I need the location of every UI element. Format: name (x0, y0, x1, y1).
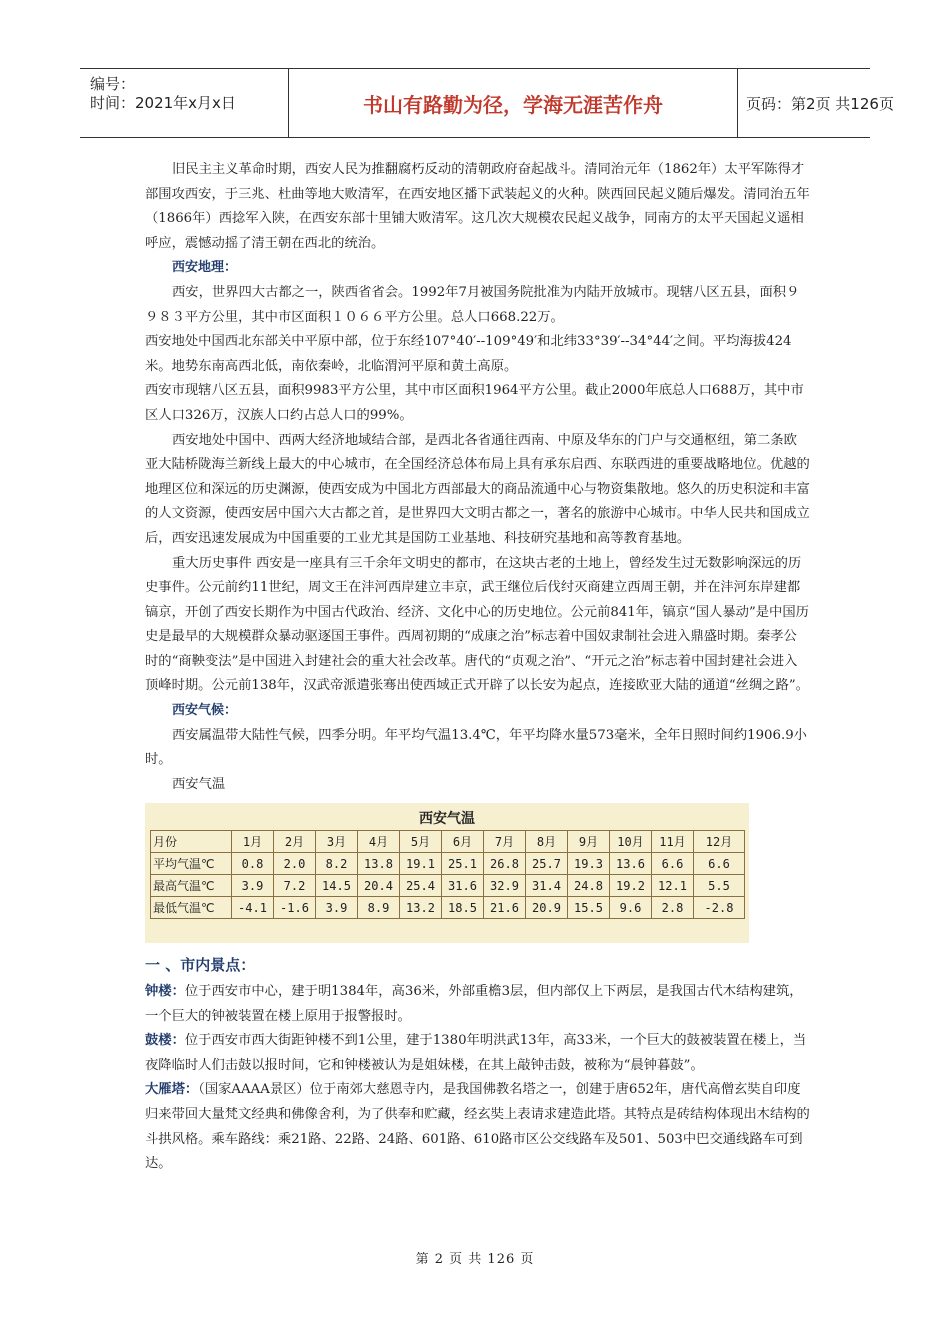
sight-big-wild-goose-pagoda (145, 1078, 810, 1176)
table-cell: -1.6 (274, 897, 316, 919)
doc-time-label: 时间：2021年x月x日 (90, 94, 236, 112)
table-cell: 7.2 (274, 875, 316, 897)
table-cell: 25.1 (442, 853, 484, 875)
table-cell: 12月 (694, 831, 745, 853)
paragraph-history-events: 重大历史事件 西安是一座具有三千余年文明史的都市，在这块古老的土地上，曾经发生过无数影响深远的历史事件。公元前约11世纪，周文王在沣河西岸建立丰京，武王继位后伐纣灭商建立西周王朝，并在沣河东岸建都镐京，开创了西安长期作为中国古代政治、经济、文化中心的历史地位。公元前841年，镐京“国人暴动”是中国历史是最早的大规模群众暴动驱逐国王事件。西周初期的“成康之治”标志着中国奴隶制社会进入鼎盛时期。秦孝公时的“商鞅变法”是中国进入封建社会的重大社会改革。唐代的“贞观之治”、“开元之治”标志着中国封建社会进入顶峰时期。公元前138年，汉武帝派遣张骞出使西域正式开辟了以长安为起点，连接欧亚大陆的通道“丝绸之路”。 (145, 555, 809, 694)
table-cell: 14.5 (316, 875, 358, 897)
table-cell: 0.8 (232, 853, 274, 875)
header-motto: 书山有路勤为径，学海无涯苦作舟 (363, 93, 663, 117)
table-cell: 19.1 (400, 853, 442, 875)
table-cell: 最高气温℃ (151, 875, 232, 897)
table-cell: 32.9 (484, 875, 526, 897)
table-cell: 26.8 (484, 853, 526, 875)
paragraph-history-qing: 旧民主主义革命时期，西安人民为推翻腐朽反动的清朝政府奋起战斗。清同治元年（1862年）太平军陈得才部围攻西安，于三兆、杜曲等地大败清军，在西安地区播下武装起义的火种。陕西回民起义随后爆发。清同治五年（1866年）西捻军入陕，在西安东部十里铺大败清军。这几次大规模农民起义战争，同南方的太平天国起义遥相呼应，震憾动摇了清王朝在西北的统治。 (145, 162, 810, 251)
table-cell: 平均气温℃ (151, 853, 232, 875)
table-cell: 6月 (442, 831, 484, 853)
table-cell: 2.0 (274, 853, 316, 875)
table-cell: 2月 (274, 831, 316, 853)
table-cell: 20.4 (358, 875, 400, 897)
sight-pagoda-label: 大雁塔： (145, 1082, 199, 1098)
table-row (151, 875, 745, 897)
sight-drum-tower (145, 1029, 810, 1078)
table-cell: 25.7 (526, 853, 568, 875)
caption-temperature: 西安气温 (172, 776, 226, 792)
table-cell: 25.4 (400, 875, 442, 897)
sight-drum-tower-label: 鼓楼： (145, 1033, 185, 1049)
table-cell: -4.1 (232, 897, 274, 919)
table-cell: 7月 (484, 831, 526, 853)
table-cell: 8.2 (316, 853, 358, 875)
table-cell: 6.6 (652, 853, 694, 875)
table-cell: 4月 (358, 831, 400, 853)
temperature-table-title: 西安气温 (419, 811, 475, 828)
table-cell: 最低气温℃ (151, 897, 232, 919)
table-cell: 12.1 (652, 875, 694, 897)
table-cell: 20.9 (526, 897, 568, 919)
table-cell: 19.2 (610, 875, 652, 897)
document-body (145, 158, 810, 1177)
paragraph-geo-economy: 西安地处中国中、西两大经济地域结合部，是西北各省通往西南、中原及华东的门户与交通枢纽，第二条欧亚大陆桥陇海兰新线上最大的中心城市，在全国经济总体布局上具有承东启西、东联西进的重要战略地位。优越的地理区位和深远的历史渊源，使西安成为中国北方西部最大的商品流通中心与物资集散地。悠久的历史积淀和丰富的人文资源，使西安居中国六大古都之首，是世界四大文明古都之一，著名的旅游中心城市。中华人民共和国成立后，西安迅速发展成为中国重要的工业尤其是国防工业基地、科技研究基地和高等教育基地。 (145, 432, 810, 546)
table-header-row (151, 831, 745, 853)
sight-pagoda-text: （国家AAAA景区）位于南郊大慈恩寺内，是我国佛教名塔之一，创建于唐652年，唐代高僧玄奘自印度归来带回大量梵文经典和佛像舍利，为了供奉和贮藏，经玄奘上表请求建造此塔。其特点是砖结构体现出木结构的斗拱风格。乘车路线：乘21路、22路、24路、601路、610路市区公交线路车及501、503中巴交通线路车可到达。 (145, 1082, 810, 1172)
table-cell: 10月 (610, 831, 652, 853)
sight-bell-tower-label: 钟楼： (145, 984, 185, 1000)
table-cell: 18.5 (442, 897, 484, 919)
table-cell: 21.6 (484, 897, 526, 919)
table-cell: 13.6 (610, 853, 652, 875)
paragraph-geo-location: 西安地处中国西北东部关中平原中部，位于东经107°40′--109°49′和北纬33°39′--34°44′之间。平均海拔424米。地势东南高西北低，南依秦岭，北临渭河平原和黄土高原。 (145, 334, 792, 374)
table-cell: 8月 (526, 831, 568, 853)
paragraph-geo-overview: 西安，世界四大古都之一，陕西省省会。1992年7月被国务院批准为内陆开放城市。现辖八区五县，面积９９８３平方公里，其中市区面积１０６６平方公里。总人口668.22万。 (145, 284, 800, 325)
table-cell: 5月 (400, 831, 442, 853)
header-meta-cell (80, 69, 289, 137)
table-cell: -2.8 (694, 897, 745, 919)
header-motto-cell (289, 69, 738, 137)
header-page-cell (738, 69, 894, 137)
header-page-number: 页码：第2页 共126页 (746, 95, 894, 113)
table-cell: 31.6 (442, 875, 484, 897)
table-row (151, 853, 745, 875)
paragraph-climate: 西安属温带大陆性气候，四季分明。年平均气温13.4℃，年平均降水量573毫米，全年日照时间约1906.9小时。 (145, 727, 807, 768)
table-cell: 31.4 (526, 875, 568, 897)
paragraph-geo-population: 西安市现辖八区五县，面积9983平方公里，其中市区面积1964平方公里。截止2000年底总人口688万，其中市区人口326万，汉族人口约占总人口的99%。 (145, 383, 804, 423)
doc-number-label: 编号： (90, 75, 136, 93)
table-cell: 5.5 (694, 875, 745, 897)
page-header (80, 68, 894, 138)
heading-geography: 西安地理： (172, 260, 238, 276)
table-cell: 24.8 (568, 875, 610, 897)
table-cell: 2.8 (652, 897, 694, 919)
sight-bell-tower (145, 980, 810, 1029)
sight-bell-tower-text: 位于西安市中心，建于明1384年，高36米，外部重檐3层，但内部仅上下两层，是我国古代木结构建筑，一个巨大的钟被装置在楼上原用于报警报时。 (145, 984, 803, 1024)
table-cell: 15.5 (568, 897, 610, 919)
table-cell: 月份 (151, 831, 232, 853)
table-cell: 19.3 (568, 853, 610, 875)
temperature-table (150, 830, 745, 919)
table-cell: 11月 (652, 831, 694, 853)
table-cell: 9月 (568, 831, 610, 853)
table-cell: 3.9 (232, 875, 274, 897)
table-row (151, 897, 745, 919)
table-cell: 3月 (316, 831, 358, 853)
sight-drum-tower-text: 位于西安市西大街距钟楼不到1公里，建于1380年明洪武13年，高33米，一个巨大的鼓被装置在楼上，当夜降临时人们击鼓以报时间，它和钟楼被认为是姐妹楼，在其上敲钟击鼓，被称为“晨钟暮鼓”。 (145, 1033, 807, 1073)
table-cell: 6.6 (694, 853, 745, 875)
table-cell: 1月 (232, 831, 274, 853)
table-cell: 9.6 (610, 897, 652, 919)
table-cell: 3.9 (316, 897, 358, 919)
temperature-table-figure (145, 803, 749, 943)
table-cell: 13.8 (358, 853, 400, 875)
table-cell: 13.2 (400, 897, 442, 919)
table-cell: 8.9 (358, 897, 400, 919)
heading-climate: 西安气候： (172, 703, 238, 719)
page-footer: 第 2 页 共 126 页 (415, 1252, 535, 1267)
heading-city-sights: 一 、市内景点： (145, 956, 256, 975)
